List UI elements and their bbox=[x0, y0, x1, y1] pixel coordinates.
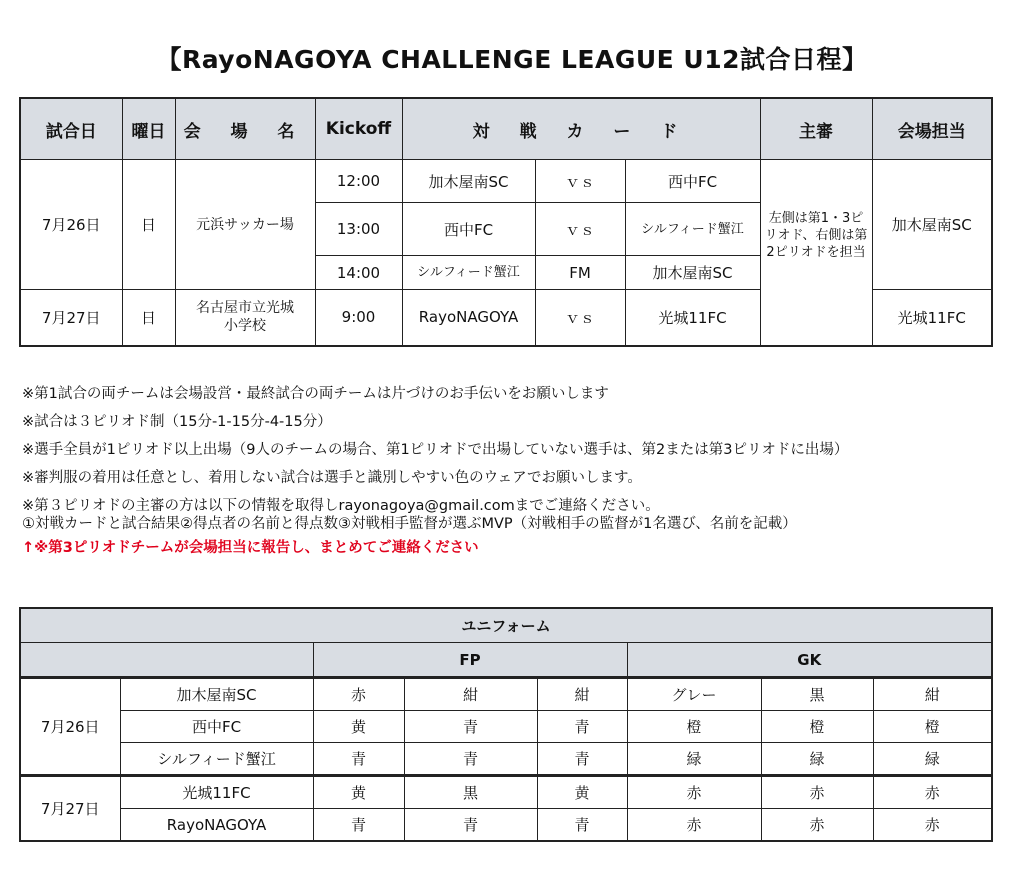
gk-color: 赤 bbox=[627, 776, 761, 809]
versus-label: ｖｓ bbox=[535, 203, 625, 256]
fp-color: 青 bbox=[537, 743, 627, 776]
gk-color: 赤 bbox=[873, 776, 992, 809]
match-venue: 名古屋市立光城小学校 bbox=[175, 290, 315, 346]
kickoff-time: 14:00 bbox=[315, 256, 402, 290]
fp-color: 黄 bbox=[313, 776, 404, 809]
gk-color: 赤 bbox=[761, 776, 873, 809]
gk-color: 緑 bbox=[761, 743, 873, 776]
header-referee: 主審 bbox=[760, 98, 872, 160]
gk-header: GK bbox=[627, 643, 992, 678]
match-day: 日 bbox=[122, 290, 175, 346]
uniform-row bbox=[20, 743, 992, 776]
fp-header: FP bbox=[313, 643, 627, 678]
gk-color: 橙 bbox=[627, 711, 761, 743]
header-date: 試合日 bbox=[20, 98, 122, 160]
header-kickoff: Kickoff bbox=[315, 98, 402, 160]
note-referee-uniform: ※審判服の着用は任意とし、着用しない試合は選手と識別しやすい色のウェアでお願いします。 bbox=[22, 470, 642, 486]
fp-color: 青 bbox=[404, 711, 537, 743]
gk-color: 緑 bbox=[627, 743, 761, 776]
schedule-table bbox=[19, 97, 993, 347]
fp-color: 青 bbox=[537, 809, 627, 842]
match-day: 日 bbox=[122, 160, 175, 290]
gk-color: 赤 bbox=[873, 809, 992, 842]
fp-color: 黄 bbox=[313, 711, 404, 743]
gk-color: 赤 bbox=[627, 809, 761, 842]
uniform-table bbox=[19, 607, 993, 842]
note-participation: ※選手全員が1ピリオド以上出場（9人のチームの場合、第1ピリオドで出場していない選手は、第2または第3ピリオドに出場） bbox=[22, 442, 849, 458]
red-notice: ↑※第3ピリオドチームが会場担当に報告し、まとめてご連絡ください bbox=[22, 540, 479, 556]
uniform-header-blank bbox=[20, 643, 313, 678]
kickoff-time: 13:00 bbox=[315, 203, 402, 256]
venue-manager: 加木屋南SC bbox=[872, 160, 992, 290]
match-venue: 元浜サッカー場 bbox=[175, 160, 315, 290]
away-team: 光城11FC bbox=[625, 290, 760, 346]
team-name: RayoNAGOYA bbox=[120, 809, 313, 842]
fp-color: 青 bbox=[404, 809, 537, 842]
match-date: 7月27日 bbox=[20, 290, 122, 346]
fp-color: 紺 bbox=[404, 678, 537, 711]
gk-color: 紺 bbox=[873, 678, 992, 711]
away-team: 加木屋南SC bbox=[625, 256, 760, 290]
uniform-row bbox=[20, 776, 992, 809]
gk-color: 橙 bbox=[761, 711, 873, 743]
match-date: 7月26日 bbox=[20, 160, 122, 290]
away-team: シルフィード蟹江 bbox=[625, 203, 760, 256]
referee-note: 左側は第1・3ピリオド、右側は第2ピリオドを担当 bbox=[760, 160, 872, 346]
fp-color: 紺 bbox=[537, 678, 627, 711]
gk-color: 黒 bbox=[761, 678, 873, 711]
fp-color: 青 bbox=[537, 711, 627, 743]
schedule-header-row bbox=[20, 98, 992, 160]
schedule-row bbox=[20, 160, 992, 203]
uniform-row bbox=[20, 678, 992, 711]
away-team: 西中FC bbox=[625, 160, 760, 203]
fp-color: 黒 bbox=[404, 776, 537, 809]
gk-color: 赤 bbox=[761, 809, 873, 842]
fp-color: 青 bbox=[404, 743, 537, 776]
page-title: 【RayoNAGOYA CHALLENGE LEAGUE U12試合日程】 bbox=[156, 45, 868, 74]
note-setup: ※第1試合の両チームは会場設営・最終試合の両チームは片づけのお手伝いをお願いします bbox=[22, 386, 609, 402]
header-card: 対 戦 カ ー ド bbox=[402, 98, 760, 160]
uniform-date: 7月27日 bbox=[20, 776, 120, 842]
uniform-date: 7月26日 bbox=[20, 678, 120, 776]
team-name: 光城11FC bbox=[120, 776, 313, 809]
header-venue: 会 場 名 bbox=[175, 98, 315, 160]
note-report-items: ①対戦カードと試合結果②得点者の名前と得点数③対戦相手監督が選ぶMVP（対戦相手の監督が1名選び、名前を記載） bbox=[22, 516, 797, 532]
header-day: 曜日 bbox=[122, 98, 175, 160]
gk-color: 緑 bbox=[873, 743, 992, 776]
gk-color: グレー bbox=[627, 678, 761, 711]
fp-color: 黄 bbox=[537, 776, 627, 809]
uniform-row bbox=[20, 809, 992, 842]
header-manager: 会場担当 bbox=[872, 98, 992, 160]
team-name: 西中FC bbox=[120, 711, 313, 743]
notes-section bbox=[22, 385, 1007, 557]
uniform-row bbox=[20, 711, 992, 743]
versus-label: ｖｓ bbox=[535, 160, 625, 203]
versus-label: ｖｓ bbox=[535, 290, 625, 346]
uniform-title: ユニフォーム bbox=[20, 608, 992, 643]
home-team: 西中FC bbox=[402, 203, 535, 256]
kickoff-time: 9:00 bbox=[315, 290, 402, 346]
fp-color: 青 bbox=[313, 809, 404, 842]
fp-color: 青 bbox=[313, 743, 404, 776]
note-report: ※第３ピリオドの主審の方は以下の情報を取得しrayonagoya@gmail.comまでご連絡ください。 bbox=[22, 498, 660, 514]
kickoff-time: 12:00 bbox=[315, 160, 402, 203]
home-team: シルフィード蟹江 bbox=[402, 256, 535, 290]
fp-color: 赤 bbox=[313, 678, 404, 711]
team-name: シルフィード蟹江 bbox=[120, 743, 313, 776]
venue-manager: 光城11FC bbox=[872, 290, 992, 346]
note-periods: ※試合は３ピリオド制（15分-1-15分-4-15分） bbox=[22, 414, 332, 430]
home-team: RayoNAGOYA bbox=[402, 290, 535, 346]
team-name: 加木屋南SC bbox=[120, 678, 313, 711]
versus-label: FM bbox=[535, 256, 625, 290]
home-team: 加木屋南SC bbox=[402, 160, 535, 203]
gk-color: 橙 bbox=[873, 711, 992, 743]
